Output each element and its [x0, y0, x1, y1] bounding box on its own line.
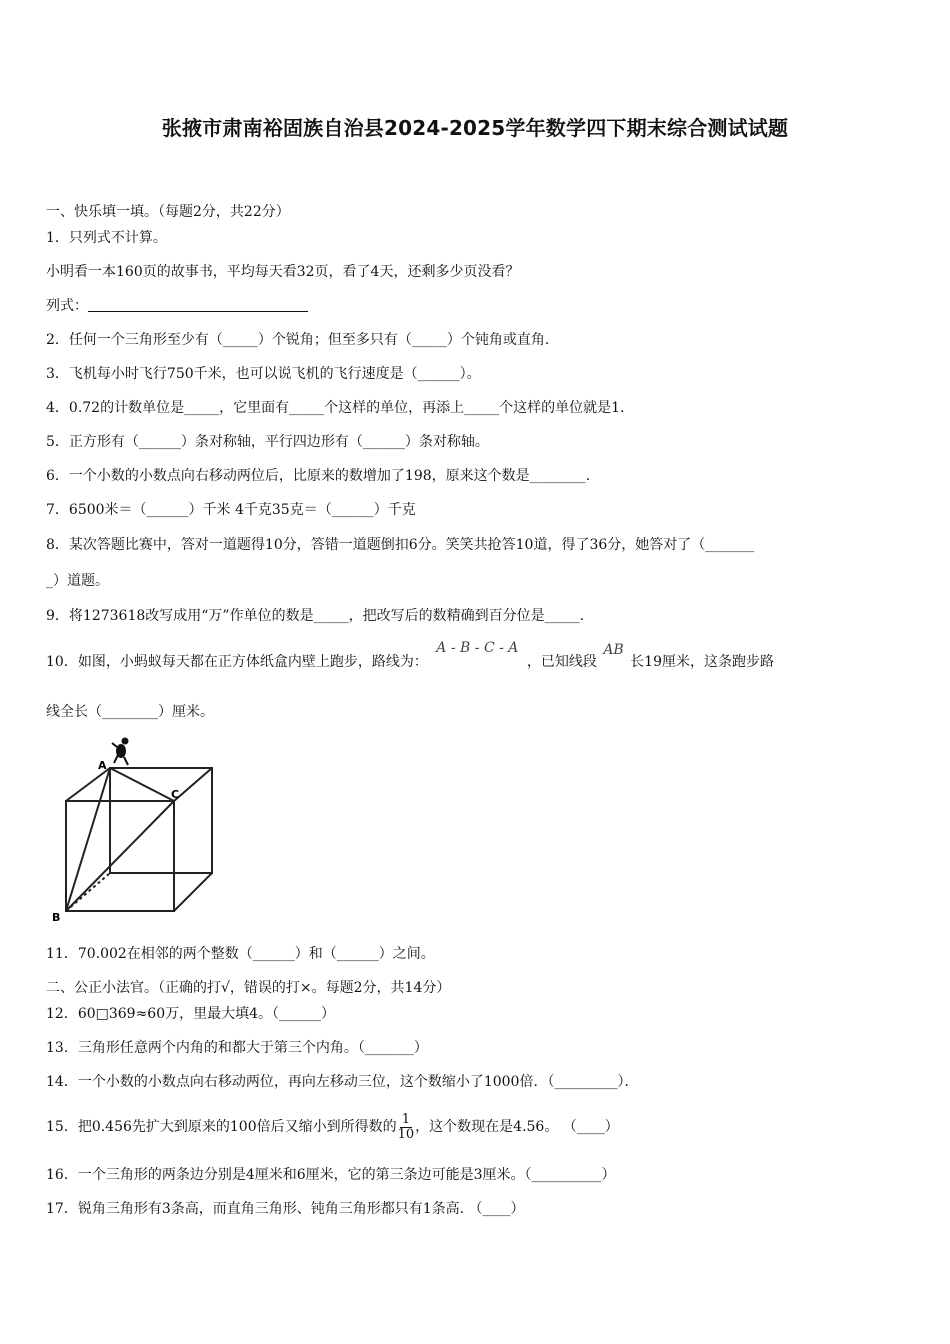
q15-part1: 15．把0.456先扩大到原来的100倍后又缩小到所得数的: [46, 1119, 397, 1135]
question-7: 7．6500米＝（______）千米 4千克35克＝（______）千克: [46, 502, 416, 518]
question-15: [46, 1112, 619, 1142]
q15-fraction: [398, 1113, 415, 1142]
question-4: 4．0.72的计数单位是_____，它里面有_____个这样的单位，再添上_____个这样的单位就是1.: [46, 400, 625, 416]
question-8-line1: 8．某次答题比赛中，答对一道题得10分，答错一道题倒扣6分。笑笑共抢答10道，得了36分，她答对了（_______: [46, 537, 755, 553]
cube-back-face: [110, 768, 212, 873]
q15-part2: ，这个数现在是4.56。 （____）: [415, 1119, 619, 1135]
page-title: 张掖市肃南裕固族自治县2024-2025学年数学四下期末综合测试试题: [161, 116, 789, 140]
section-1-heading: 一、快乐填一填。（每题2分，共22分）: [46, 204, 290, 220]
q15-frac-num: 1: [401, 1111, 411, 1127]
formula-answer-line[interactable]: [88, 297, 308, 312]
q10-part3: 长19厘米，这条跑步路: [630, 654, 774, 670]
question-6: 6．一个小数的小数点向右移动两位后，比原来的数增加了198，原来这个数是________.: [46, 468, 591, 484]
question-8-line2: _）道题。: [46, 573, 109, 589]
question-10-line2: 线全长（________）厘米。: [46, 704, 214, 720]
q10-part1: 10．如图，小蚂蚁每天都在正方体纸盒内壁上跑步，路线为：: [46, 654, 428, 670]
question-12: 12．60□369≈60万，里最大填4。（______）: [46, 1006, 336, 1022]
question-11: 11．70.002在相邻的两个整数（______）和（______）之间。: [46, 946, 435, 962]
question-2: 2．任何一个三角形至少有（_____）个锐角；但至多只有（_____）个钝角或直角.: [46, 332, 550, 348]
question-13: 13．三角形任意两个内角的和都大于第三个内角。（_______）: [46, 1040, 428, 1056]
route-ca: [110, 768, 174, 801]
ant-icon: [112, 738, 129, 766]
question-3: 3．飞机每小时飞行750千米，也可以说飞机的飞行速度是（______）。: [46, 366, 481, 382]
question-1-formula: [46, 296, 308, 316]
cube-figure: [48, 735, 223, 925]
label-b: B: [52, 911, 61, 924]
question-16: 16．一个三角形的两条边分别是4厘米和6厘米，它的第三条边可能是3厘米。（__________）: [46, 1167, 616, 1183]
q10-route: A - B - C - A: [436, 640, 519, 656]
q15-frac-den: 10: [397, 1126, 415, 1142]
question-10-line1: [46, 640, 774, 672]
label-a: A: [98, 759, 107, 772]
question-5: 5．正方形有（______）条对称轴，平行四边形有（______）条对称轴。: [46, 434, 489, 450]
question-9: 9．将1273618改写成用“万”作单位的数是_____，把改写后的数精确到百分位是_____.: [46, 608, 585, 624]
question-14: 14．一个小数的小数点向右移动两位，再向左移动三位，这个数缩小了1000倍．（_________）．: [46, 1074, 639, 1090]
section-2-heading: 二、公正小法官。（正确的打√，错误的打×。每题2分，共14分）: [46, 980, 451, 996]
label-c: C: [171, 788, 180, 801]
question-1-line2: 小明看一本160页的故事书，平均每天看32页，看了4天，还剩多少页没看？: [46, 264, 520, 280]
question-1-line1: 1．只列式不计算。: [46, 230, 167, 246]
q10-part2: ，已知线段: [526, 654, 597, 670]
question-17: 17．锐角三角形有3条高，而直角三角形、钝角三角形都只有1条高. （____）: [46, 1201, 525, 1217]
formula-label: 列式：: [46, 298, 88, 314]
q10-segment: AB: [603, 642, 624, 658]
